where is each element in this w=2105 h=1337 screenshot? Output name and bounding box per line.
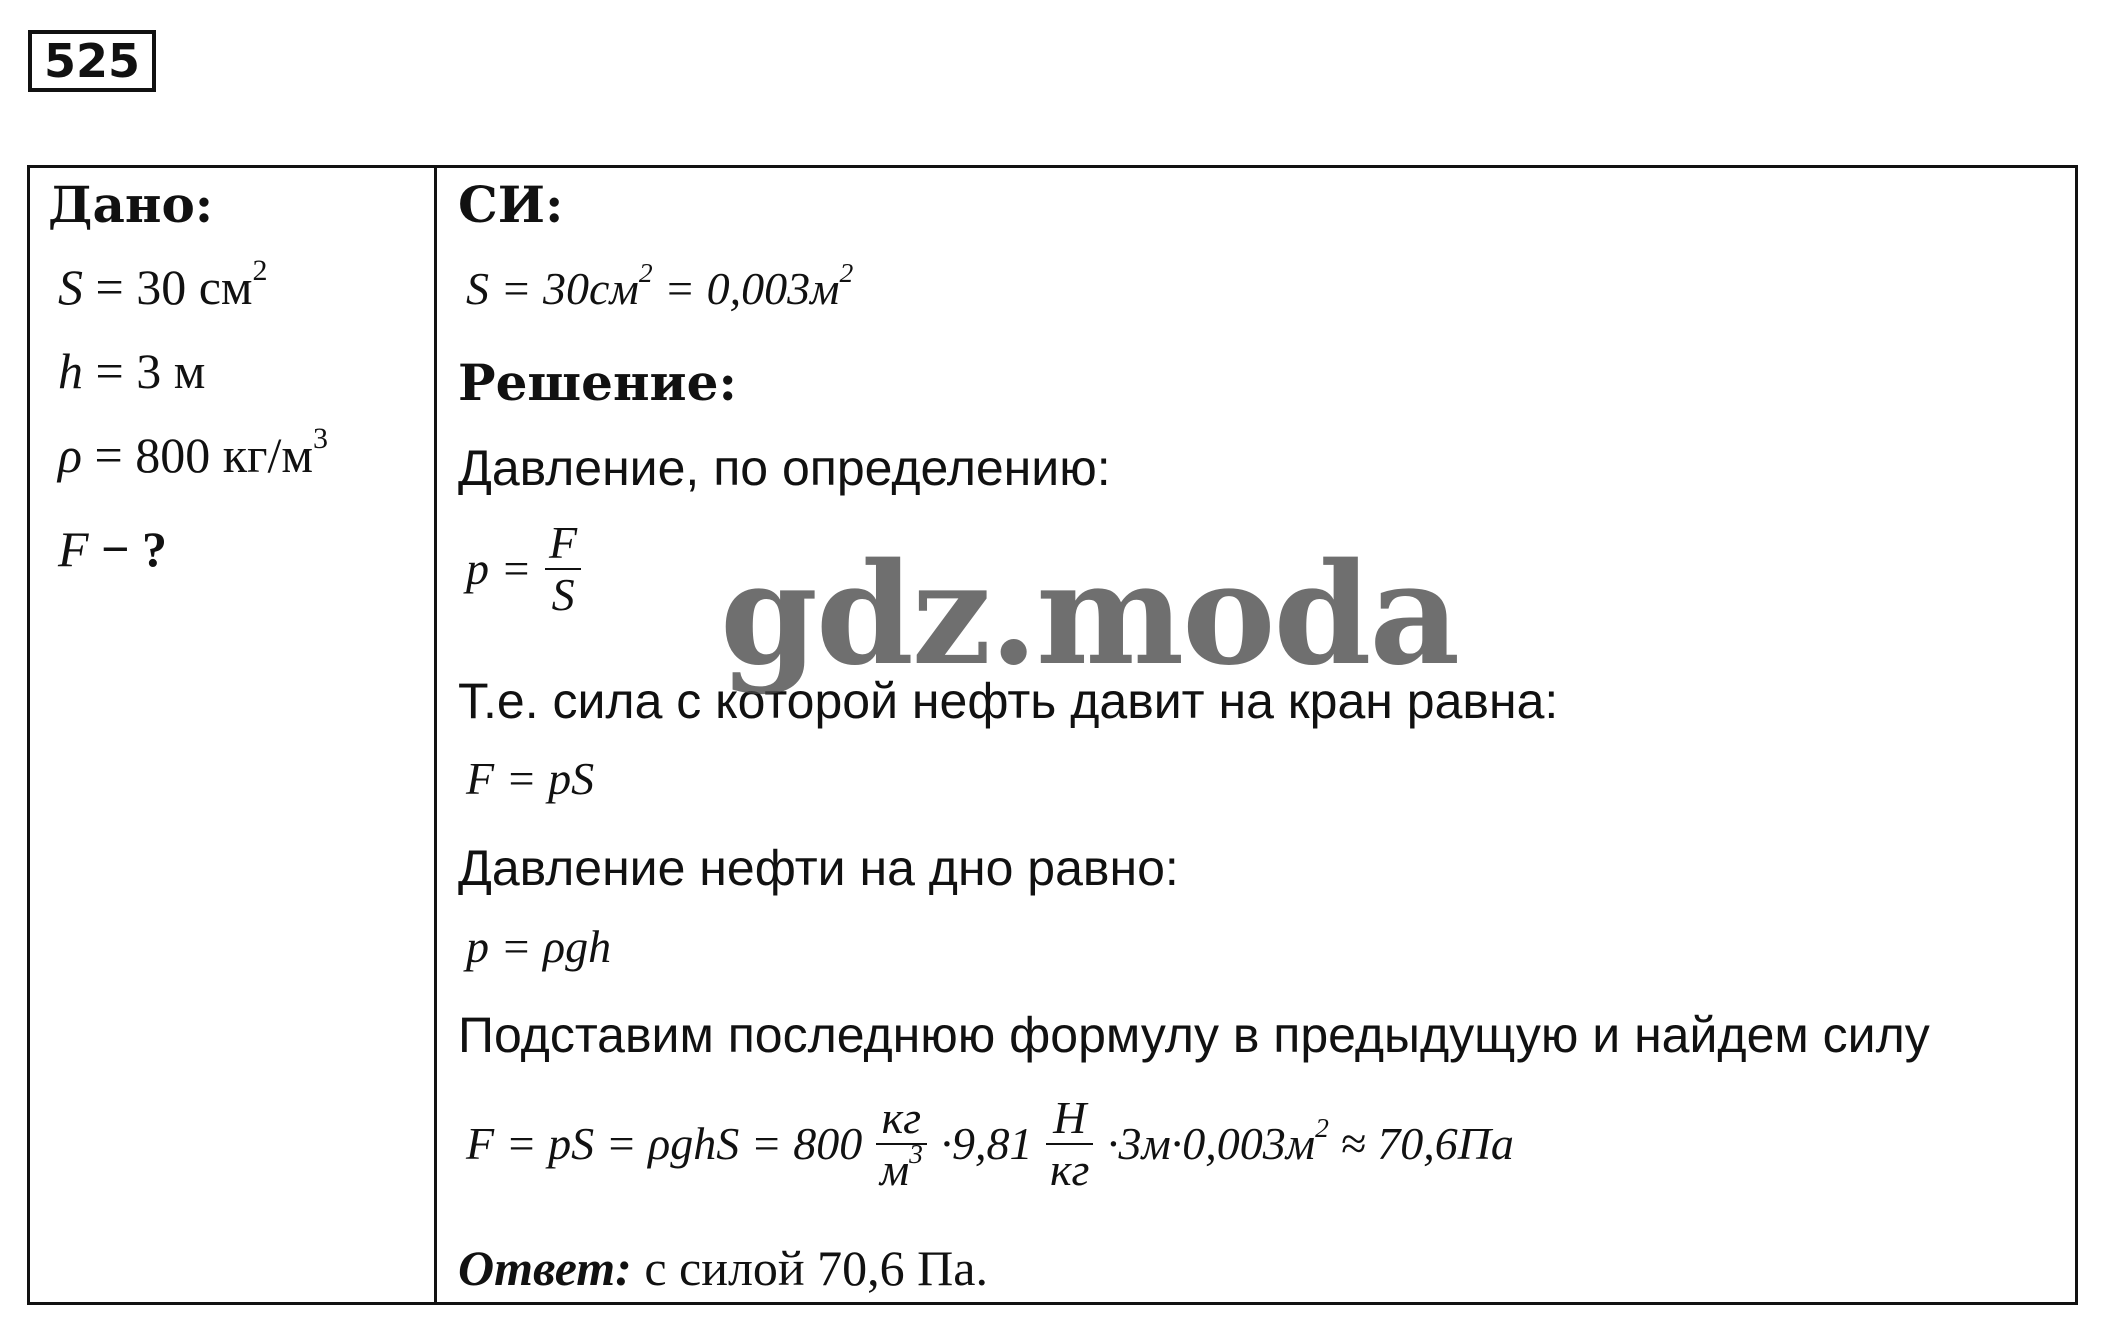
solution-text-substitute: Подставим последнюю формулу в предыдущую и найдем силу (458, 1007, 1930, 1063)
formula-pressure-definition: p = $\frac{F}{S}$ (466, 520, 583, 618)
answer (458, 1240, 988, 1296)
formula-force: F = pS (466, 753, 595, 804)
watermark: gdz.moda (720, 533, 1459, 697)
problem-number: 525 (28, 30, 156, 92)
si-heading: СИ: (458, 175, 564, 234)
formula-calculation: F = pS = ρghS = 800 $\frac{кг}{м^3}$ ·9,81 $\frac{Н}{кг}$ $\cdot 3м\cdot 0,003м^2 \approx 70,6Па$ (466, 1092, 1514, 1195)
solution-text-definition: Давление, по определению: (458, 440, 1111, 496)
column-divider (434, 165, 437, 1305)
given-unknown: F − ? (58, 521, 168, 577)
given-density: ρ = 800 $кг/м^3$ (58, 422, 329, 483)
given-heading: Дано: (48, 175, 214, 234)
si-conversion: $S = 30см^2 = 0,003м^2$ (466, 256, 854, 314)
formula-hydrostatic: p = ρgh (466, 921, 612, 972)
answer-label: Ответ: (458, 1240, 632, 1296)
solution-text-force: Т.е. сила с которой нефть давит на кран равна: (458, 673, 1559, 729)
solution-heading: Решение: (458, 353, 737, 412)
answer-text: с силой 70,6 Па. (631, 1240, 988, 1296)
given-area: S = 30 $см^2$ (58, 254, 268, 315)
solution-text-bottom-pressure: Давление нефти на дно равно: (458, 840, 1179, 896)
given-height: h = 3 м (58, 343, 206, 399)
